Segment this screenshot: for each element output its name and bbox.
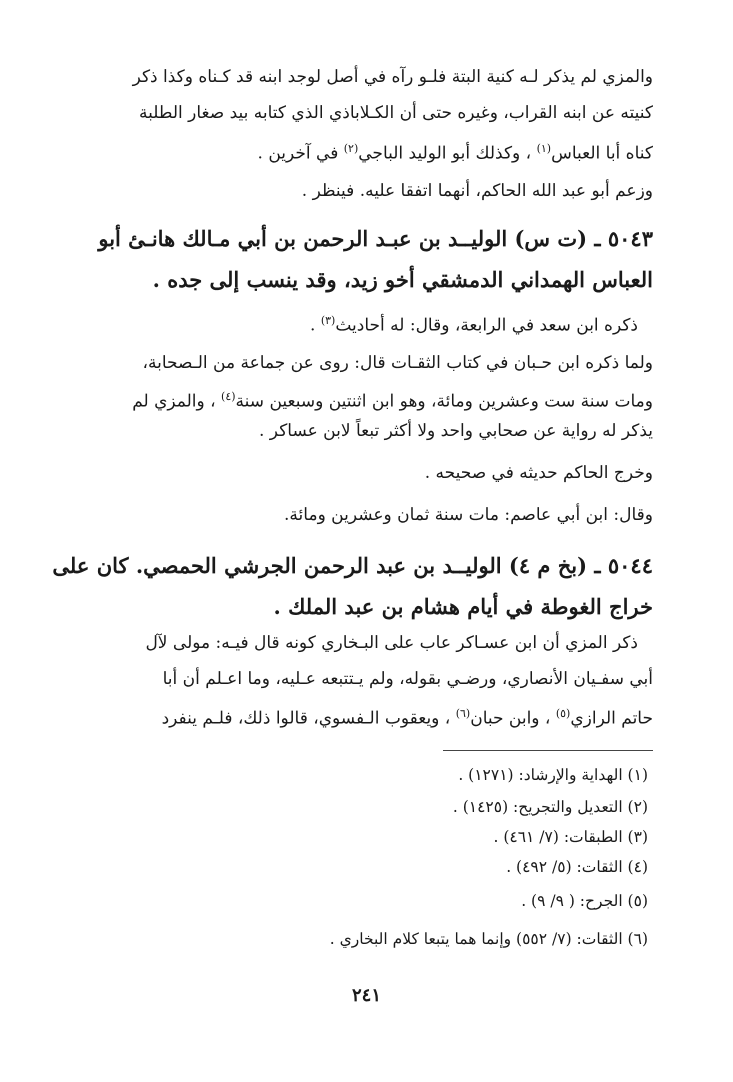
- text-run: .: [310, 315, 316, 336]
- text-run: ، وكذلك أبو الوليد الباجي: [358, 143, 532, 164]
- page-number: ٢٤١: [351, 985, 381, 1006]
- paragraph-line: [53, 386, 653, 413]
- paragraph-line: وقال: ابن أبي عاصم: مات سنة ثمان وعشرين ومائة.: [284, 505, 653, 525]
- paragraph-line: وزعم أبو عبد الله الحاكم، أنهما اتفقا عليه. فينظر .: [301, 181, 653, 201]
- paragraph-line: [53, 138, 653, 165]
- entry-heading: ٥٠٤٣ ـ (ت س) الوليــد بن عبـد الرحمن بن أبي مـالك هانـئ أبو: [98, 226, 653, 251]
- text-run: كناه أبا العباس: [551, 143, 653, 164]
- footnote-separator: [443, 750, 653, 751]
- text-run: ذكره ابن سعد في الرابعة، وقال: له أحاديث: [335, 315, 638, 336]
- footnote-ref: (٦): [455, 707, 471, 720]
- entry-heading: ٥٠٤٤ ـ (بخ م ٤) الوليــد بن عبد الرحمن الجرشي الحمصي. كان على: [52, 553, 653, 578]
- paragraph-line: والمزي لم يذكر لـه كنية البتة فلـو رآه في أصل لوجد ابنه قد كـناه وكذا ذكر: [132, 67, 653, 87]
- text-run: ، والمزي لم: [132, 391, 216, 412]
- entry-heading: العباس الهمداني الدمشقي أخو زيد، وقد ينسب إلى جده .: [152, 267, 653, 292]
- text-run: ، ويعقوب الـفسوي، قالوا ذلك، فلـم ينفرد: [161, 708, 451, 729]
- footnote-ref: (٢): [343, 142, 359, 155]
- footnote-ref: (٥): [555, 707, 571, 720]
- text-run: ، وابن حبان: [470, 708, 551, 729]
- paragraph-line: وخرج الحاكم حديثه في صحيحه .: [424, 463, 653, 483]
- paragraph-line: كنيته عن ابنه القراب، وغيره حتى أن الكـلاباذي الذي كتابه بيد صغار الطلبة: [139, 103, 653, 123]
- footnote: (٢) التعديل والتجريح: (١٤٢٥) .: [452, 798, 648, 816]
- footnote: (١) الهداية والإرشاد: (١٢٧١) .: [458, 766, 648, 784]
- paragraph-line: [53, 703, 653, 730]
- footnote-ref: (٤): [221, 390, 236, 403]
- paragraph-line: ولما ذكره ابن حـبان في كتاب الثقـات قال: روى عن جماعة من الـصحابة،: [142, 353, 653, 373]
- footnote-ref: (٣): [320, 314, 336, 327]
- paragraph-line: ذكر المزي أن ابن عسـاكر عاب على البـخاري كونه قال فيـه: مولى لآل: [145, 633, 638, 653]
- paragraph-line: [38, 310, 638, 337]
- text-run: ومات سنة ست وعشرين ومائة، وهو ابن اثنتين وسبعين سنة: [235, 391, 653, 412]
- footnote: (٦) الثقات: (٧/ ٥٥٢) وإنما هما يتبعا كلام البخاري .: [329, 930, 648, 948]
- text-run: حاتم الرازي: [570, 708, 653, 729]
- text-run: في آخرين .: [257, 143, 339, 164]
- entry-heading: خراج الغوطة في أيام هشام بن عبد الملك .: [273, 594, 653, 619]
- footnote-ref: (١): [536, 142, 552, 155]
- paragraph-line: يذكر له رواية عن صحابي واحد ولا أكثر تبعاً لابن عساكر .: [259, 421, 653, 441]
- footnote: (٣) الطبقات: (٧/ ٤٦١) .: [493, 828, 648, 846]
- footnote: (٤) الثقات: (٥/ ٤٩٢) .: [506, 858, 648, 876]
- footnote: (٥) الجرح: ( ٩/ ٩) .: [521, 892, 648, 910]
- paragraph-line: أبي سفـيان الأنصاري، ورضـي بقوله، ولم يـتتبعه عـليه، وما اعـلم أن أبا: [162, 669, 653, 689]
